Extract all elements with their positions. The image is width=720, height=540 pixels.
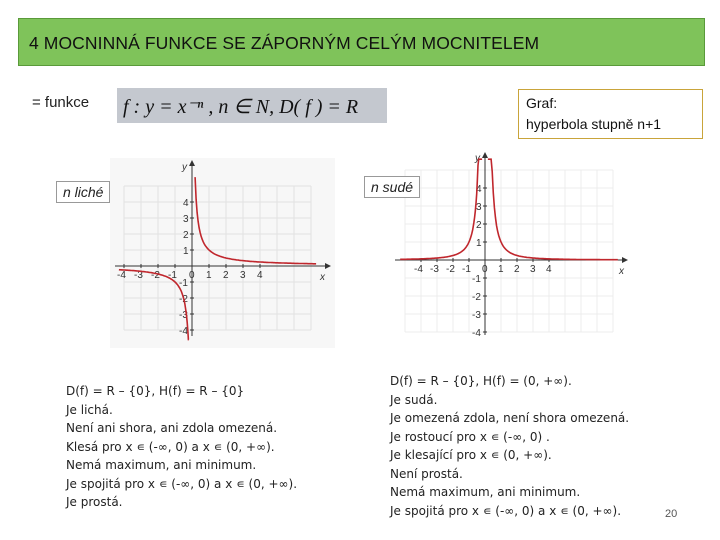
graph-even-x-tick-label: -2 [446,264,455,275]
graph-odd-x-tick-label: 3 [240,270,246,281]
right-property-line: Je spojitá pro x ∊ (-∞, 0) a x ∊ (0, +∞). [390,503,622,518]
graph-even-y-tick-label: -4 [472,328,481,339]
graph-even-x-tick-label: -3 [430,264,439,275]
page-number: 20 [665,508,678,520]
graph-even-y-tick-label: 3 [476,202,482,213]
left-property-line: Je lichá. [66,402,113,417]
graph-odd-x-tick-label: 0 [189,270,195,281]
right-property-line: Není prostá. [390,466,463,481]
graph-odd-x-tick-label: 2 [223,270,229,281]
graph-odd-y-tick-label: 2 [183,230,189,241]
left-property-line: Je prostá. [66,495,123,509]
graph-odd-x-label: x [320,272,325,283]
graph-even-background [390,150,640,342]
graph-odd-y-tick-label: -3 [179,310,188,321]
graph-odd-x-tick-label: -2 [151,270,160,281]
graph-odd-y-label: y [182,162,187,173]
graph-even-y-label: y [475,153,480,164]
left-property-line: Není ani shora, ani zdola omezená. [66,421,278,435]
tag-n-liche: n liché [56,181,110,203]
left-property-line: Je spojitá pro x ∊ (-∞, 0) a x ∊ (0, +∞). [66,476,298,491]
graph-even-x-tick-label: 3 [530,264,536,275]
right-property-line: Nemá maximum, ani minimum. [390,485,581,499]
graph-even [390,150,640,342]
graph-even-x-tick-label: 4 [546,264,552,275]
graf-box [518,89,703,139]
graph-odd-y-tick-label: -2 [179,294,188,305]
graph-even-x-tick-label: 0 [482,264,488,275]
graf-line2: hyperbola stupně n+1 [526,116,662,132]
graph-odd-y-tick-label: -1 [179,278,188,289]
graph-even-x-tick-label: 2 [514,264,520,275]
graph-even-x-label: x [619,266,624,277]
graph-even-y-tick-label: 4 [476,184,482,195]
graph-even-y-tick-label: -3 [472,310,481,321]
graph-even-x-tick-label: 1 [498,264,504,275]
graph-odd-y-tick-label: 1 [183,246,189,257]
graph-even-y-tick-label: 1 [476,238,482,249]
left-property-line: Klesá pro x ∊ (-∞, 0) a x ∊ (0, +∞). [66,439,275,454]
left-property-line: D(f) = R – {0}, H(f) = R – {0} [66,384,245,398]
graph-odd [110,158,335,348]
graph-even-y-tick-label: -1 [472,274,481,285]
formula-box [117,88,387,123]
right-property-line: Je omezená zdola, není shora omezená. [390,411,630,425]
slide-title: 4 MOCNINNÁ FUNKCE SE ZÁPORNÝM CELÝM MOCNITELEM [29,33,540,53]
tag-n-sude: n sudé [364,176,420,198]
graph-odd-x-tick-label: 4 [257,270,263,281]
graph-odd-y-tick-label: 4 [183,198,189,209]
title-bar [18,18,705,66]
graph-even-y-tick-label: -2 [472,292,481,303]
funkce-label: = funkce [32,94,90,111]
right-property-line: Je klesající pro x ∊ (0, +∞). [390,448,552,462]
right-property-line: D(f) = R – {0}, H(f) = (0, +∞). [390,374,572,388]
graph-even-x-tick-label: -4 [414,264,423,275]
graph-even-x-tick-label: -1 [462,264,471,275]
graph-odd-y-tick-label: -4 [179,326,188,337]
graph-odd-y-tick-label: 3 [183,214,189,225]
formula: f : y = x⁻ⁿ , n ∈ N, D( f ) = R [123,96,359,118]
graph-odd-x-tick-label: -1 [168,270,177,281]
graph-even-y-tick-label: 2 [476,220,482,231]
graph-odd-x-tick-label: 1 [206,270,212,281]
graph-odd-x-tick-label: -3 [134,270,143,281]
right-property-line: Je sudá. [390,392,438,407]
right-properties [390,372,629,520]
left-properties [66,382,297,512]
right-property-line: Je rostoucí pro x ∊ (-∞, 0) . [390,429,550,444]
graph-odd-x-tick-label: -4 [117,270,126,281]
left-property-line: Nemá maximum, ani minimum. [66,458,257,472]
graf-line1: Graf: [526,95,558,111]
